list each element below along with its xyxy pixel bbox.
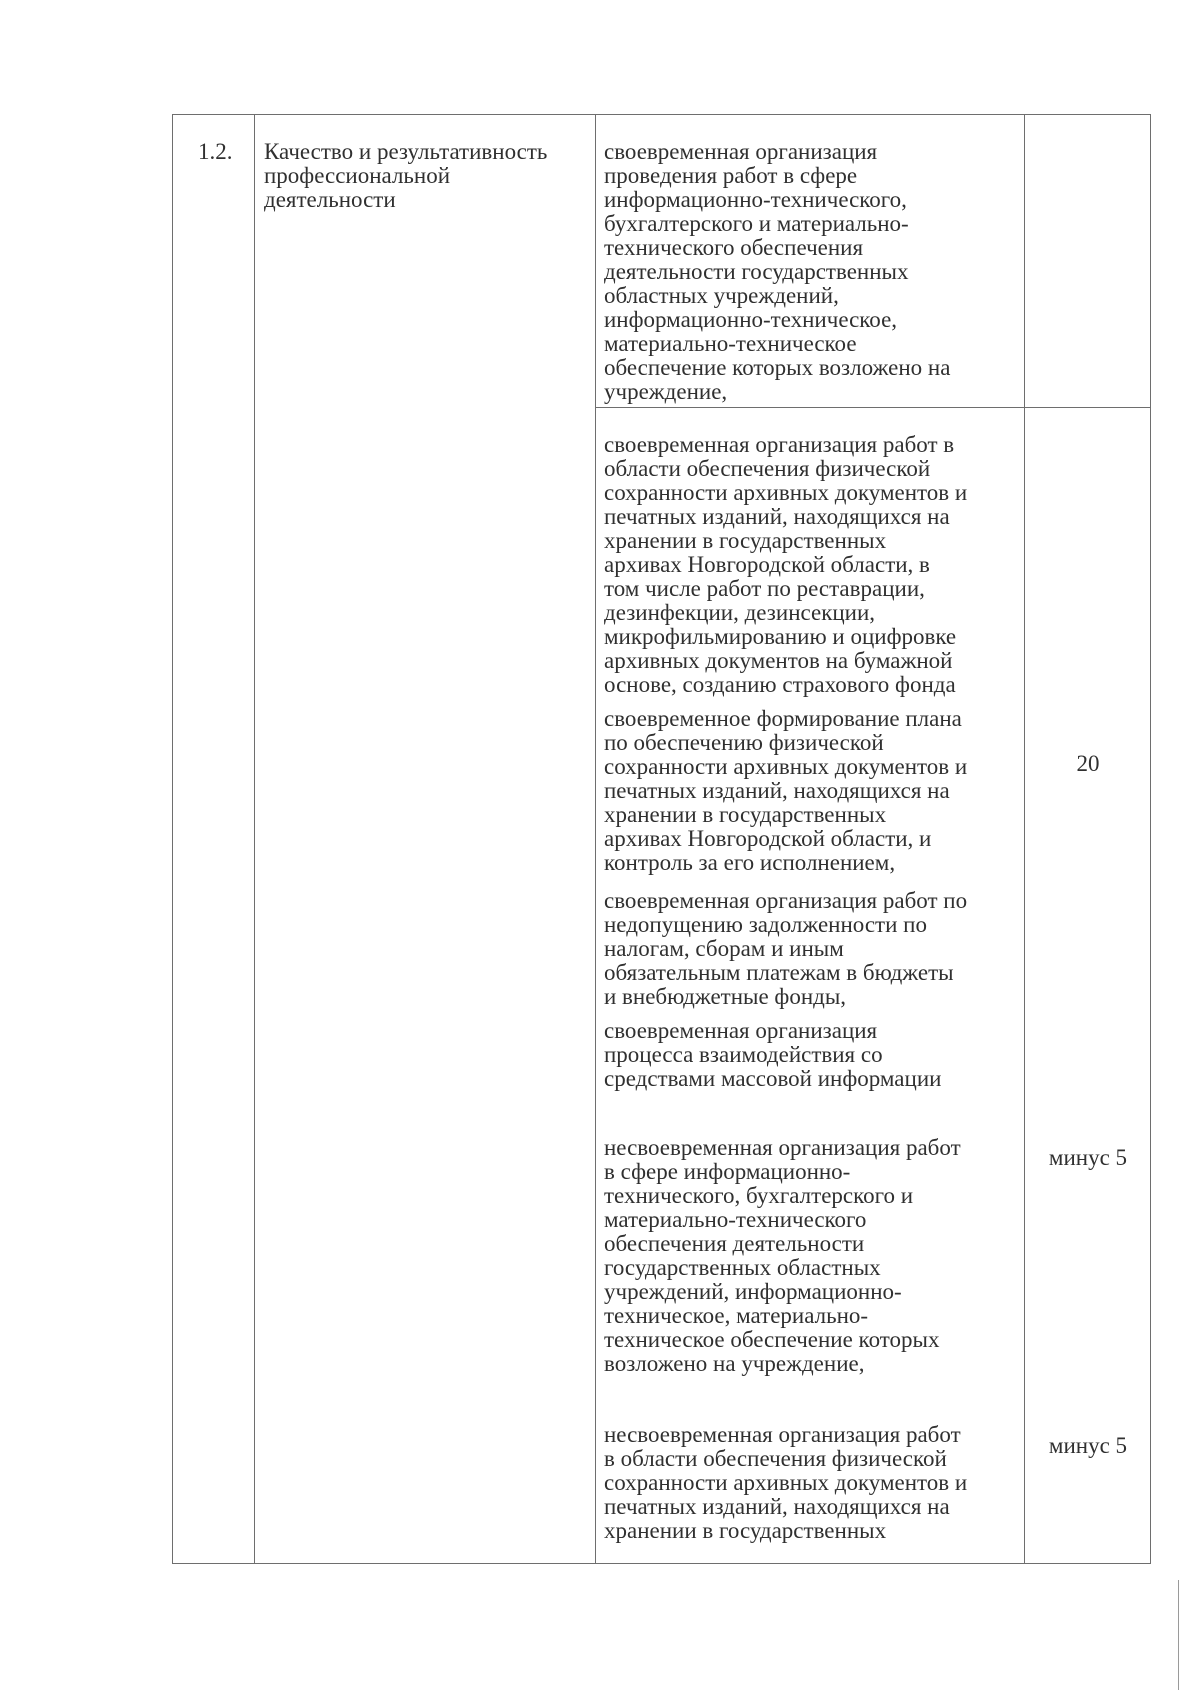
- indicator-block: несвоевременная организация работ в сфере информационно- технического, бухгалтерского и материально-технического обеспечения деятельности государственных областных учреждений, информационно- техническое, материально- техническое обеспечение которых возложено на учреждение,: [604, 1135, 961, 1376]
- indicator-block: своевременная организация процесса взаимодействия со средствами массовой информации: [604, 1018, 942, 1091]
- indicator-block: несвоевременная организация работ в области обеспечения физической сохранности архивных документов и печатных изданий, находящихся на хранении в государственных: [604, 1422, 968, 1543]
- score-penalty: минус 5: [1048, 1145, 1128, 1170]
- row-divider: [595, 407, 1151, 408]
- column-divider-number: [254, 114, 255, 1564]
- indicator-block: своевременная организация работ по недопущению задолженности по налогам, сборам и иным обязательным платежам в бюджеты и внебюджетные фонды,: [604, 888, 968, 1009]
- score-penalty: минус 5: [1048, 1433, 1128, 1458]
- column-divider-score: [1024, 114, 1025, 1564]
- indicator-block: своевременное формирование плана по обеспечению физической сохранности архивных документов и печатных изданий, находящихся на хранении в государственных архивах Новгородской области, и контроль за его исполнением,: [604, 706, 968, 875]
- score-positive: 20: [1076, 751, 1100, 776]
- indicator-block: своевременная организация проведения работ в сфере информационно-технического, бухгалтерского и материально- технического обеспечения деятельности государственных областных учреждений, информационно-техническое, материально-техническое обеспечение которых возложено на учреждение,: [604, 139, 951, 404]
- scan-edge-mark: [1178, 1580, 1179, 1690]
- row-number: 1.2.: [198, 139, 233, 164]
- indicator-block: своевременная организация работ в области обеспечения физической сохранности архивных документов и печатных изданий, находящихся на хранении в государственных архивах Новгородской области, в том числе работ по реставрации, дезинфекции, дезинсекции, микрофильмированию и оцифровке архивных документов на бумажной основе, созданию страхового фонда: [604, 432, 968, 697]
- column-divider-criterion: [595, 114, 596, 1564]
- criterion-title: Качество и результативность профессиональной деятельности: [264, 139, 548, 212]
